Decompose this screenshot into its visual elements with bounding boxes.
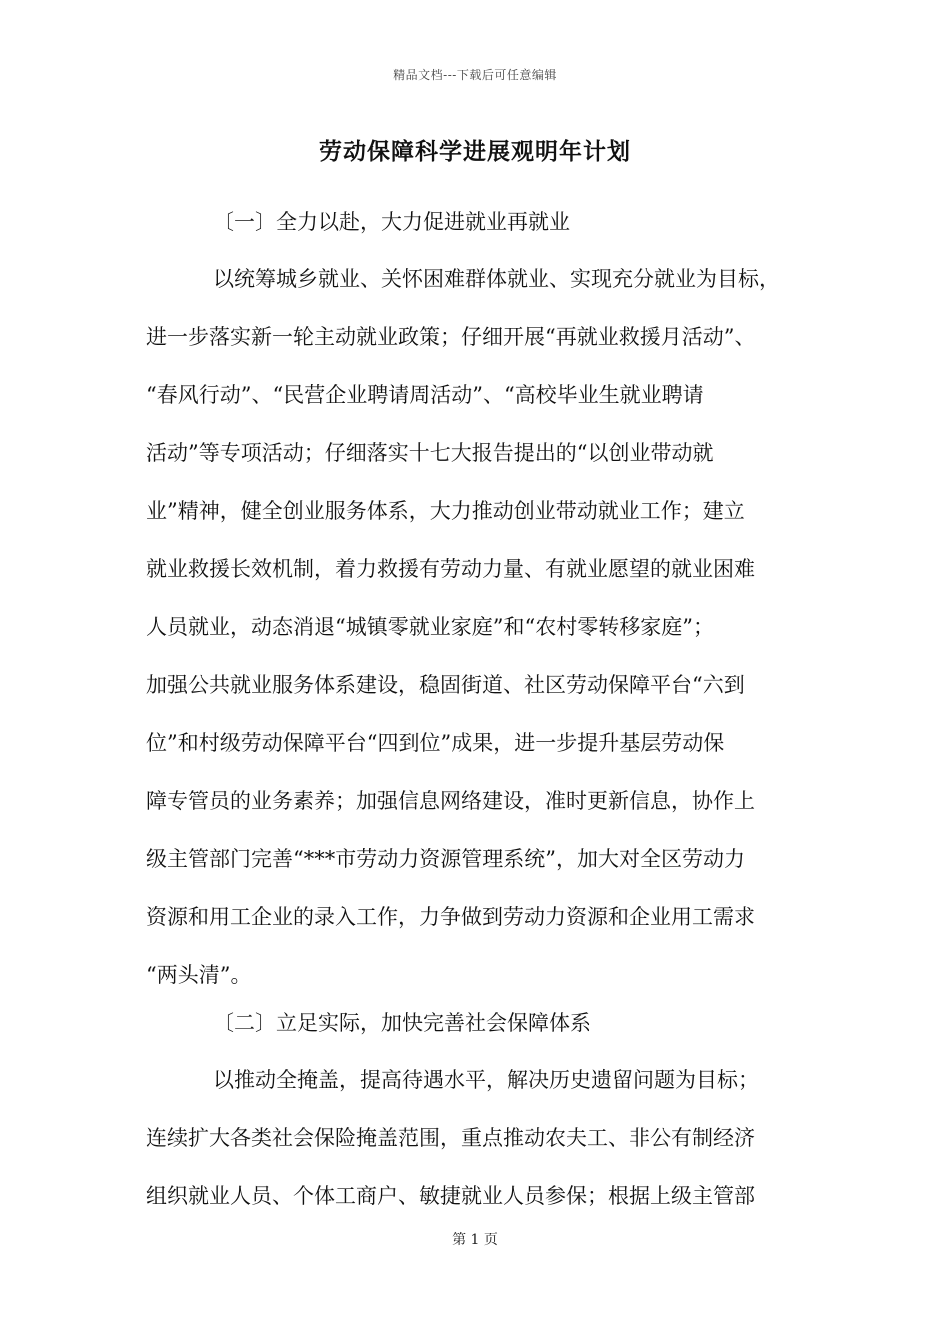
paragraph-line: 活动”等专项活动；仔细落实十七大报告提出的“以创业带动就 <box>146 441 714 465</box>
paragraph-line: 以推动全掩盖，提高待遇水平，解决历史遗留问题为目标； <box>213 1068 759 1092</box>
section-2-heading: 〔二〕立足实际，加快完善社会保障体系 <box>213 1011 591 1035</box>
paragraph-line: 位”和村级劳动保障平台“四到位”成果，进一步提升基层劳动保 <box>146 731 725 755</box>
paragraph-line: 人员就业，动态消退“城镇零就业家庭”和“农村零转移家庭”； <box>146 615 714 639</box>
paragraph-line: 组织就业人员、个体工商户、敏捷就业人员参保；根据上级主管部 <box>146 1184 755 1208</box>
paragraph-line: 以统筹城乡就业、关怀困难群体就业、实现充分就业为目标， <box>213 267 780 291</box>
paragraph-line: 业”精神，健全创业服务体系，大力推动创业带动就业工作；建立 <box>146 499 745 523</box>
section-1-paragraph <box>146 264 810 1018</box>
page-number: 第 1 页 <box>452 1232 498 1248</box>
document-title: 劳动保障科学进展观明年计划 <box>319 138 631 165</box>
paragraph-line: 级主管部门完善“***市劳动力资源管理系统”，加大对全区劳动力 <box>146 847 745 871</box>
section-2-paragraph <box>146 1065 810 1239</box>
paragraph-line: 进一步落实新一轮主动就业政策；仔细开展“再就业救援月活动”、 <box>146 325 756 349</box>
paragraph-line: 连续扩大各类社会保险掩盖范围，重点推动农夫工、非公有制经济 <box>146 1126 755 1150</box>
paragraph-line: 障专管员的业务素养；加强信息网络建设，准时更新信息，协作上 <box>146 789 755 813</box>
paragraph-line: 加强公共就业服务体系建设，稳固街道、社区劳动保障平台“六到 <box>146 673 745 697</box>
paragraph-line: 资源和用工企业的录入工作，力争做到劳动力资源和企业用工需求 <box>146 905 755 929</box>
section-1-heading: 〔一〕全力以赴，大力促进就业再就业 <box>213 210 570 234</box>
paragraph-line: “春风行动”、“民营企业聘请周活动”、“高校毕业生就业聘请 <box>146 383 704 407</box>
paragraph-line: 就业救援长效机制，着力救援有劳动力量、有就业愿望的就业困难 <box>146 557 755 581</box>
header-note: 精品文档---下载后可任意编辑 <box>393 68 557 82</box>
paragraph-line: “两头清”。 <box>146 963 252 987</box>
